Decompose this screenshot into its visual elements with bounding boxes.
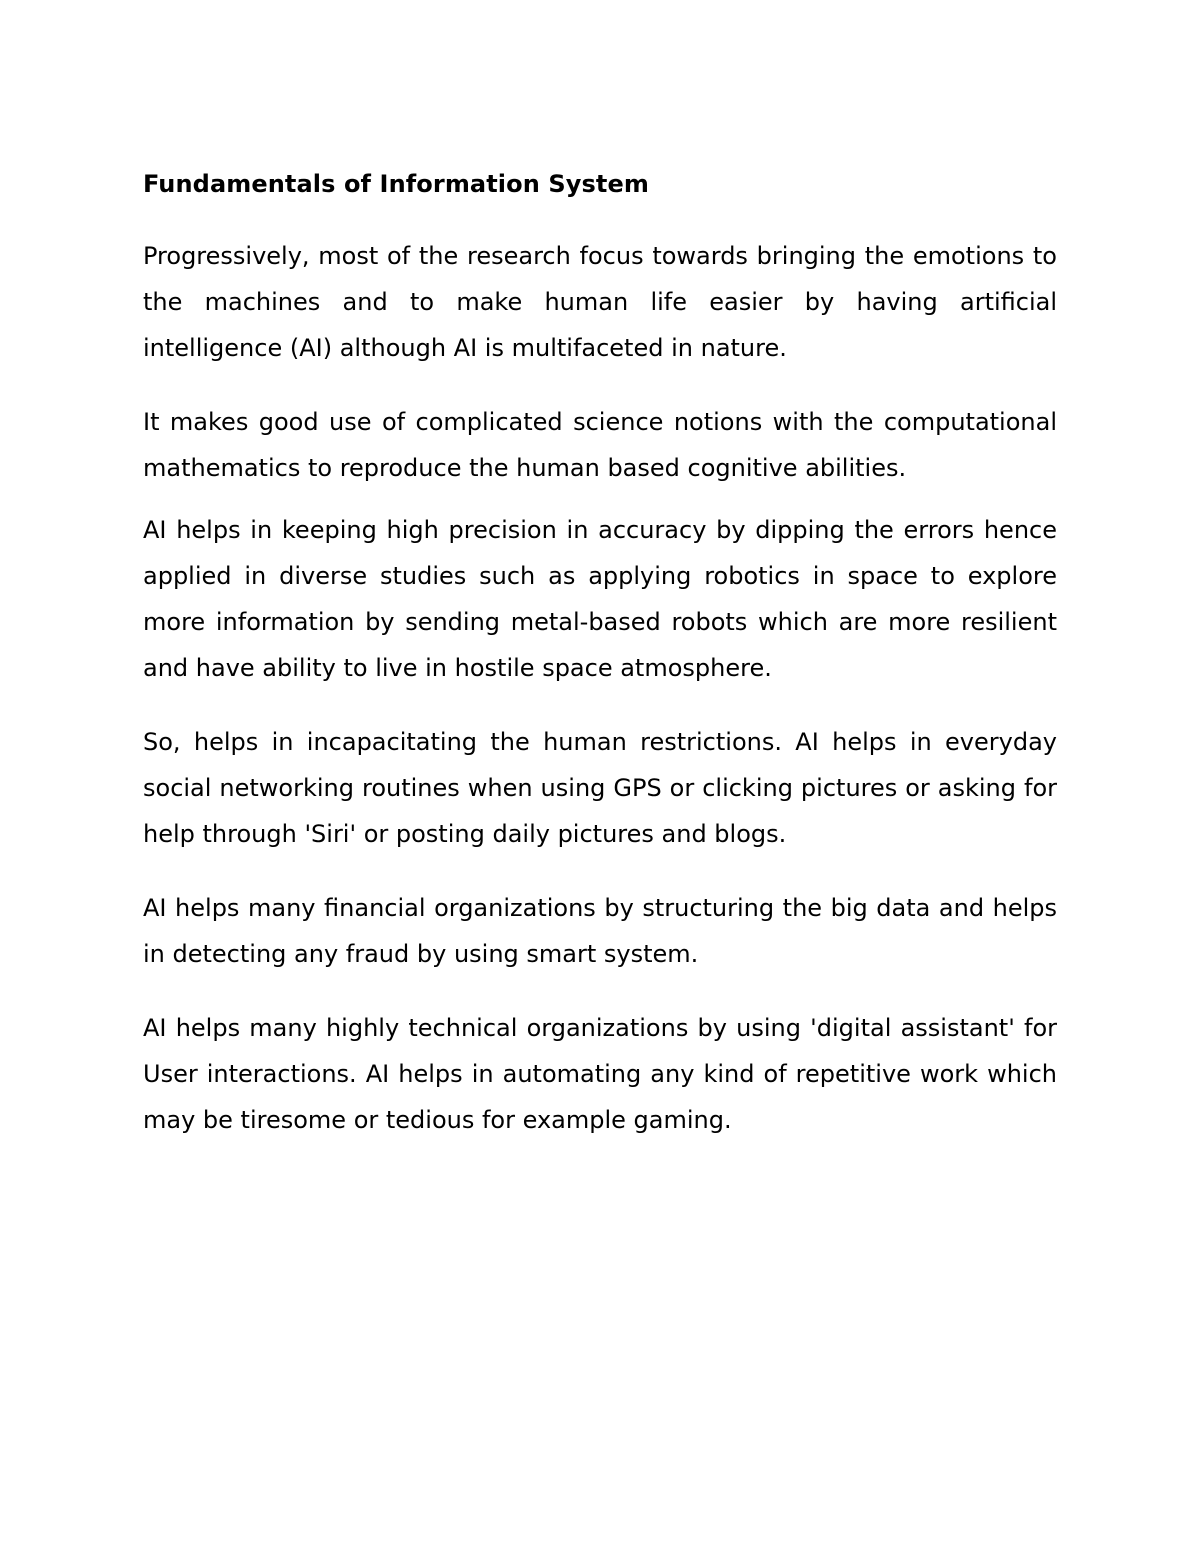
document-title: Fundamentals of Information System	[143, 170, 649, 198]
document-body	[143, 166, 1057, 1143]
paragraph-social-networking: So, helps in incapacitating the human restrictions. AI helps in everyday social networking routines when using GPS or clicking pictures or asking for help through 'Siri' or posting daily pictures and blogs.	[143, 728, 1057, 848]
paragraph-precision-robotics: AI helps in keeping high precision in accuracy by dipping the errors hence applied in diverse studies such as applying robotics in space to explore more information by sending metal-based robots which are more resilient and have ability to live in hostile space atmosphere.	[143, 516, 1057, 682]
paragraph-computational-mathematics: It makes good use of complicated science notions with the computational mathematics to reproduce the human based cognitive abilities.	[143, 408, 1057, 482]
paragraph-financial-organizations: AI helps many financial organizations by structuring the big data and helps in detecting any fraud by using smart system.	[143, 894, 1057, 968]
paragraph-digital-assistant: AI helps many highly technical organizations by using 'digital assistant' for User interactions. AI helps in automating any kind of repetitive work which may be tiresome or tedious for example gaming.	[143, 1014, 1057, 1134]
paragraph-ai-emotions: Progressively, most of the research focus towards bringing the emotions to the machines and to make human life easier by having artificial intelligence (AI) although AI is multifaceted in nature.	[143, 242, 1057, 362]
